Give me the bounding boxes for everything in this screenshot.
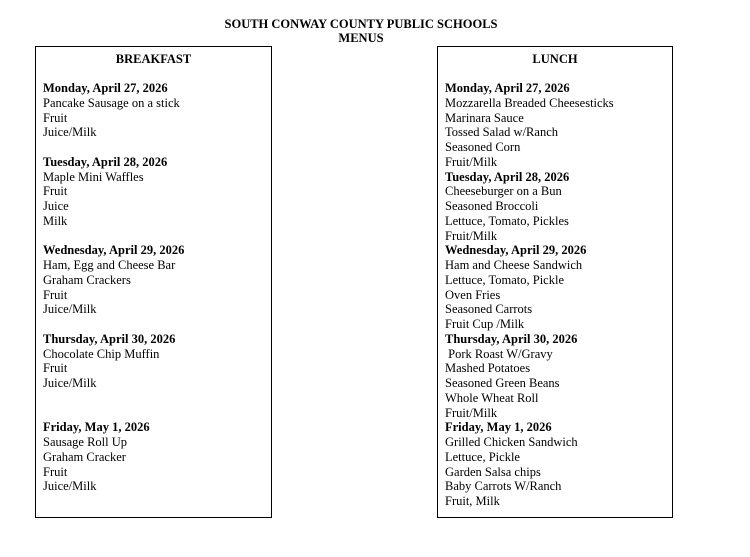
menu-item: Cheeseburger on a Bun bbox=[445, 184, 562, 199]
menu-item: Seasoned Green Beans bbox=[445, 376, 560, 390]
menu-item: Tossed Salad w/Ranch bbox=[445, 125, 558, 140]
menu-item: Milk bbox=[43, 213, 68, 228]
menu-item: Sausage Roll Up bbox=[43, 435, 128, 449]
lunch-days bbox=[445, 81, 668, 509]
page-header bbox=[0, 17, 722, 45]
day-heading: Monday, April 27, 2026 bbox=[43, 81, 168, 95]
menu-item: Fruit bbox=[43, 110, 68, 125]
menu-item: Graham Crackers bbox=[43, 272, 131, 287]
menu-item: Fruit bbox=[43, 361, 68, 376]
menu-item: Marinara Sauce bbox=[445, 110, 524, 125]
breakfast-day-friday bbox=[43, 420, 267, 494]
menu-item: Pancake Sausage on a stick bbox=[43, 95, 180, 110]
menu-item: Mashed Potatoes bbox=[445, 361, 531, 376]
breakfast-day-monday bbox=[43, 81, 267, 140]
lunch-day-monday bbox=[445, 81, 668, 170]
menu-item: Juice bbox=[43, 199, 69, 213]
day-heading: Wednesday, April 29, 2026 bbox=[445, 243, 587, 258]
menu-item: Lettuce, Tomato, Pickle bbox=[445, 272, 565, 287]
menu-item: Oven Fries bbox=[445, 287, 501, 302]
menu-item: Lettuce, Tomato, Pickles bbox=[445, 213, 569, 228]
menu-item: Ham, Egg and Cheese Bar bbox=[43, 258, 176, 272]
menu-item: Ham and Cheese Sandwich bbox=[445, 258, 583, 272]
menu-item: Juice/Milk bbox=[43, 302, 97, 317]
district-title: SOUTH CONWAY COUNTY PUBLIC SCHOOLS bbox=[224, 17, 498, 31]
menu-item: Juice/Milk bbox=[43, 376, 97, 390]
menu-item: Maple Mini Waffles bbox=[43, 169, 144, 184]
menu-item: Seasoned Carrots bbox=[445, 302, 533, 317]
menu-item: Whole Wheat Roll bbox=[445, 390, 539, 405]
menu-item: Fruit, Milk bbox=[445, 494, 500, 508]
menu-item: Juice/Milk bbox=[43, 125, 97, 140]
menu-item: Lettuce, Pickle bbox=[445, 449, 520, 464]
menu-item: Fruit/Milk bbox=[445, 154, 498, 169]
menu-item: Mozzarella Breaded Cheesesticks bbox=[445, 95, 614, 110]
breakfast-day-thursday bbox=[43, 332, 267, 391]
menu-item: Baby Carrots W/Ranch bbox=[445, 479, 562, 494]
day-heading: Tuesday, April 28, 2026 bbox=[445, 169, 570, 184]
breakfast-day-wednesday bbox=[43, 243, 267, 317]
menu-item: Fruit/Milk bbox=[445, 228, 498, 243]
menu-item: Graham Cracker bbox=[43, 449, 126, 464]
menu-item: Fruit bbox=[43, 464, 68, 479]
day-heading: Friday, May 1, 2026 bbox=[445, 420, 552, 435]
lunch-day-thursday bbox=[445, 332, 668, 421]
menu-item: Fruit bbox=[43, 287, 68, 302]
menu-item: Chocolate Chip Muffin bbox=[43, 346, 160, 361]
day-heading: Wednesday, April 29, 2026 bbox=[43, 243, 185, 258]
day-heading: Thursday, April 30, 2026 bbox=[445, 331, 578, 346]
menu-item: Garden Salsa chips bbox=[445, 464, 541, 479]
menu-item: Fruit bbox=[43, 184, 68, 199]
lunch-day-wednesday bbox=[445, 243, 668, 332]
lunch-day-tuesday bbox=[445, 170, 668, 244]
menus-subtitle: MENUS bbox=[338, 31, 384, 45]
day-heading: Thursday, April 30, 2026 bbox=[43, 331, 176, 346]
breakfast-title: BREAKFAST bbox=[115, 52, 192, 66]
menu-item: Seasoned Broccoli bbox=[445, 199, 539, 213]
menu-item: Fruit/Milk bbox=[445, 405, 498, 420]
lunch-panel bbox=[437, 46, 673, 518]
breakfast-days bbox=[43, 81, 267, 509]
breakfast-panel bbox=[35, 46, 272, 518]
menu-item: Juice/Milk bbox=[43, 479, 97, 494]
lunch-day-friday bbox=[445, 420, 668, 509]
menu-item: Seasoned Corn bbox=[445, 140, 521, 154]
menu-item: Pork Roast W/Gravy bbox=[445, 346, 553, 361]
breakfast-day-tuesday bbox=[43, 155, 267, 229]
lunch-title: LUNCH bbox=[532, 52, 578, 66]
menu-item: Grilled Chicken Sandwich bbox=[445, 435, 578, 449]
day-heading: Tuesday, April 28, 2026 bbox=[43, 154, 168, 169]
day-heading: Monday, April 27, 2026 bbox=[445, 81, 570, 95]
day-heading: Friday, May 1, 2026 bbox=[43, 420, 150, 435]
menu-item: Fruit Cup /Milk bbox=[445, 317, 525, 331]
